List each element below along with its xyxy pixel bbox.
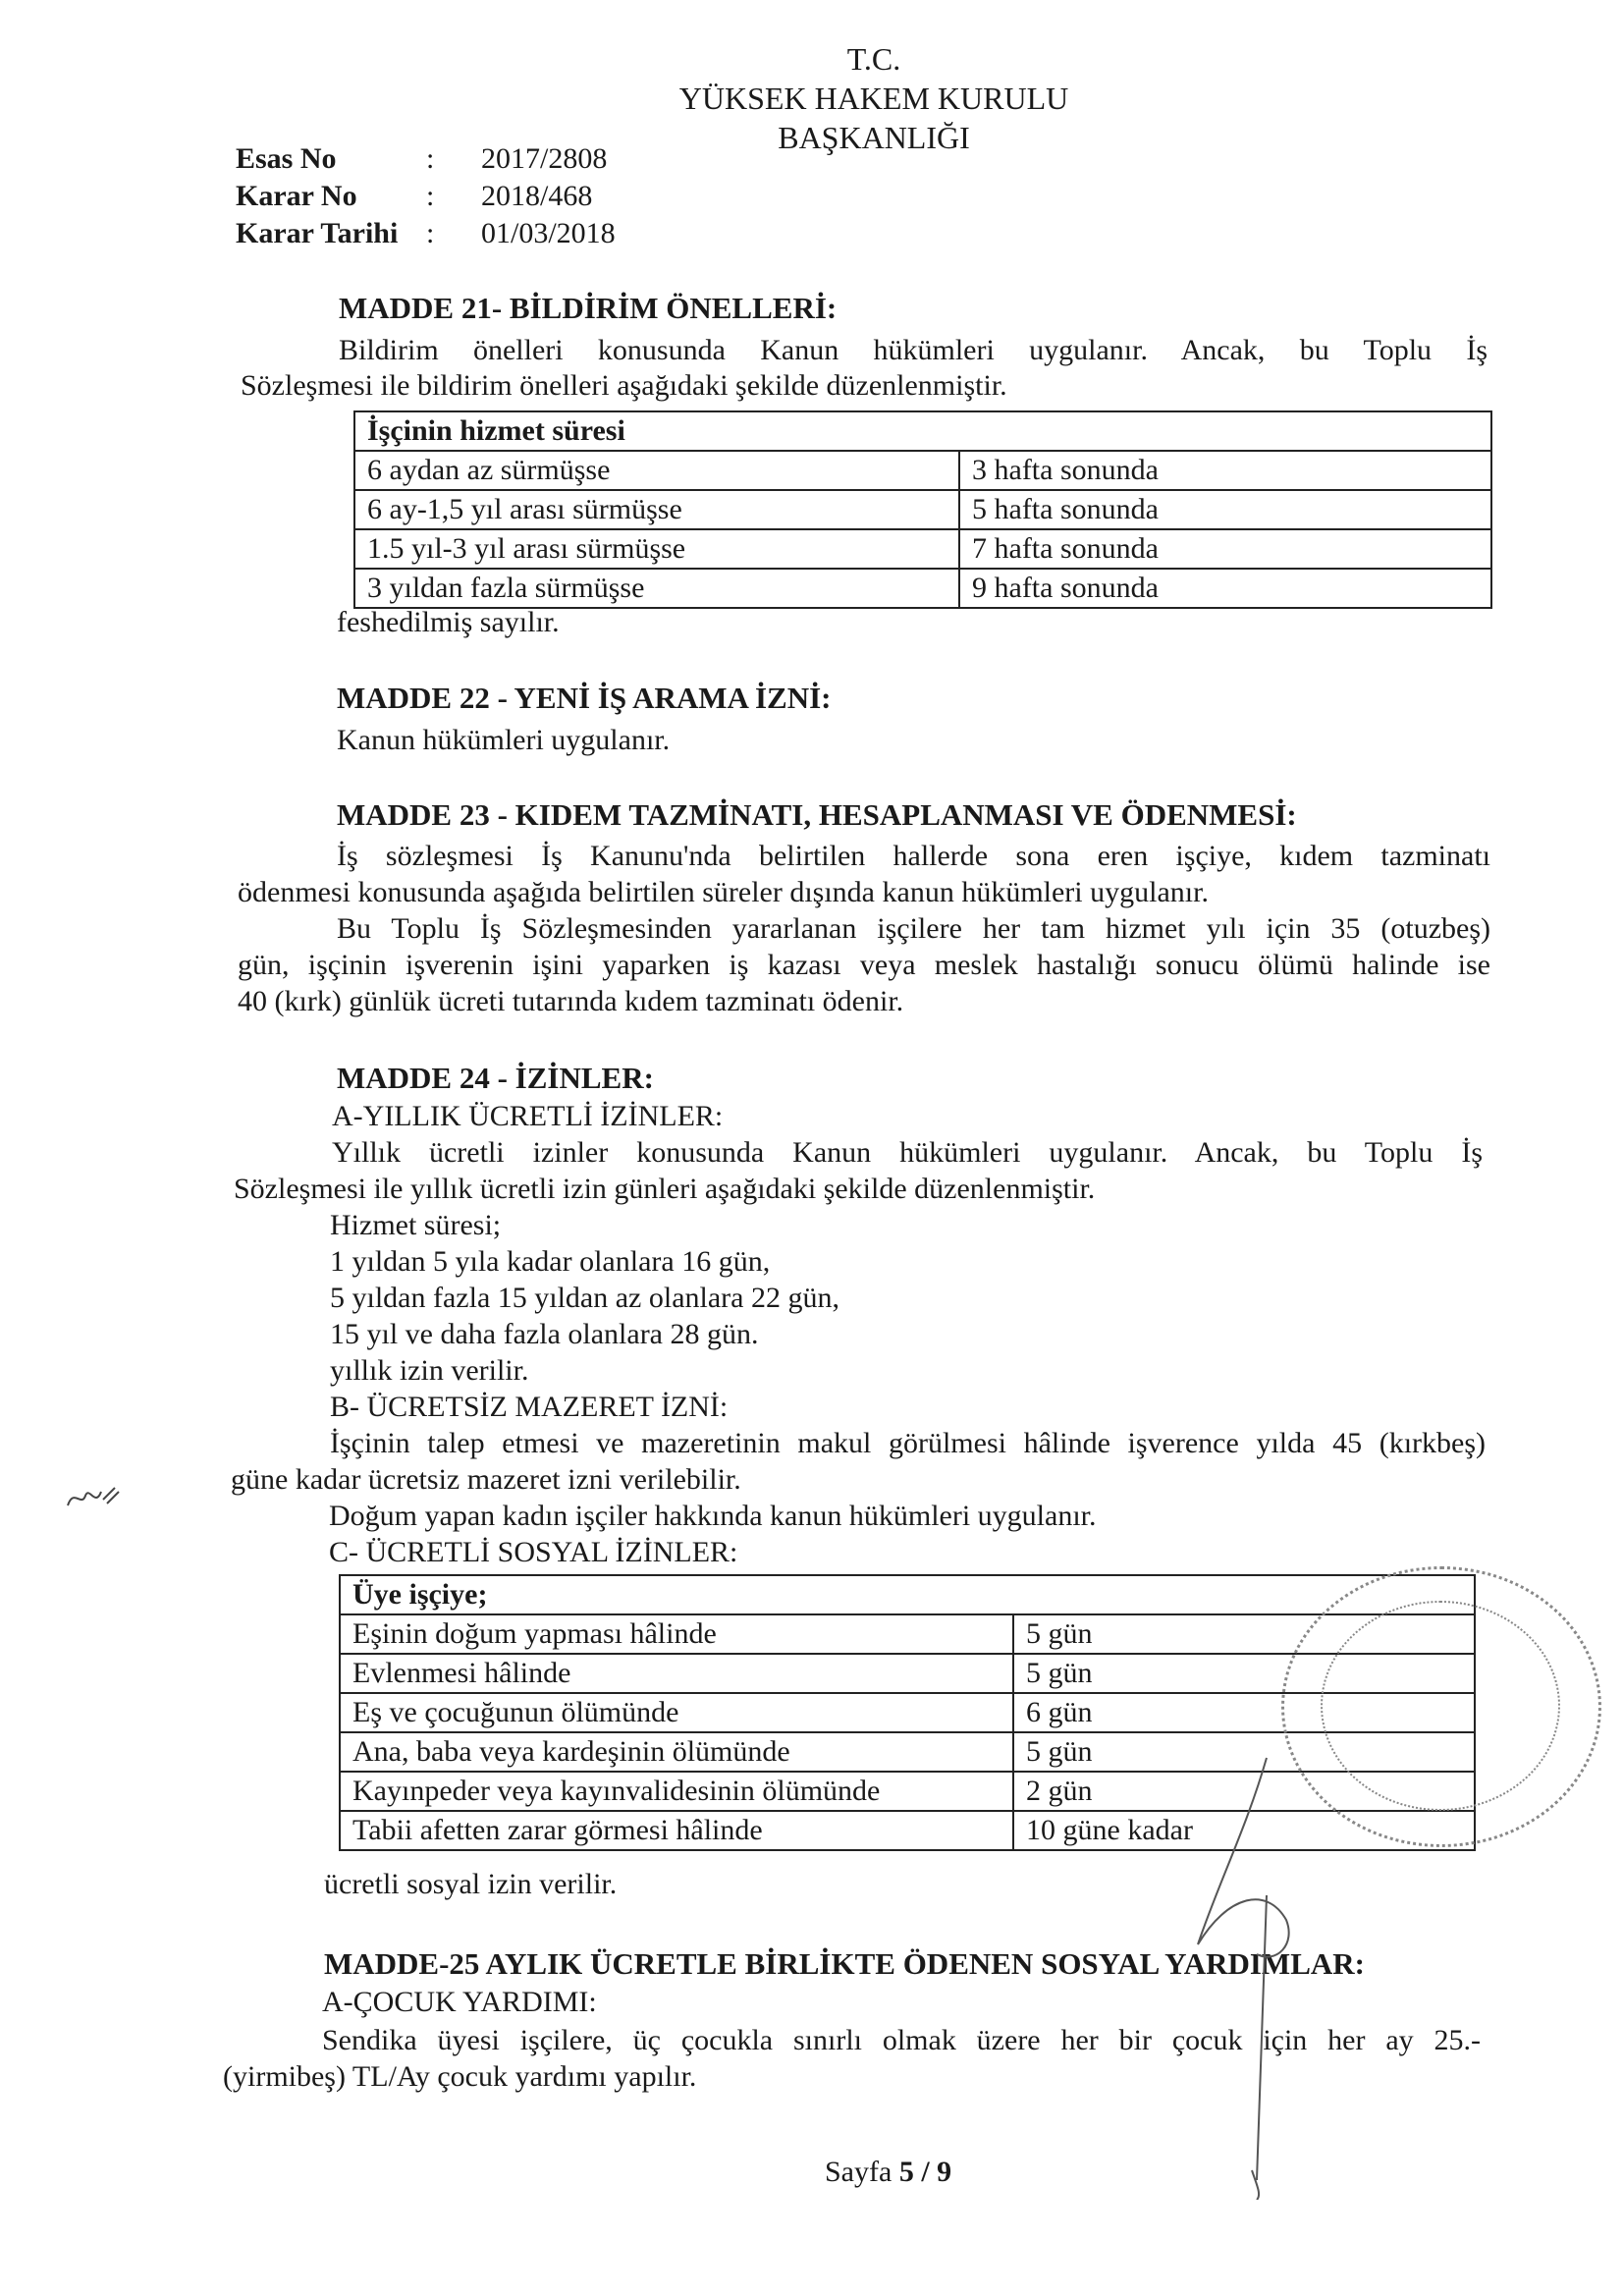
madde-23-p2-line-3: 40 (kırk) günlük ücreti tutarında kıdem tazminatı ödenir. [238, 985, 904, 1017]
madde-23-p1-line-1: İş sözleşmesi İş Kanunu'nda belirtilen hallerde sona eren işçiye, kıdem tazminatı [337, 840, 1490, 872]
madde-24-title: MADDE 24 - İZİNLER: [337, 1061, 654, 1095]
notice-period-cell: 5 hafta sonunda [959, 490, 1491, 529]
madde-22-paragraph: Kanun hükümleri uygulanır. [337, 724, 671, 756]
leave-duration-cell: 5 gün [1013, 1732, 1475, 1772]
leave-reason-cell: Ana, baba veya kardeşinin ölümünde [340, 1732, 1013, 1772]
official-stamp-inner-ring [1321, 1601, 1560, 1811]
madde-25-a-title: A-ÇOCUK YARDIMI: [322, 1986, 597, 2018]
signature-mark [1159, 1748, 1335, 2200]
meta-row [236, 178, 622, 215]
service-duration-cell: 1.5 yıl-3 yıl arası sürmüşse [354, 529, 959, 569]
table-header: Üye işçiye; [340, 1575, 1475, 1614]
meta-sep: : [426, 180, 435, 212]
service-duration-cell: 6 aydan az sürmüşse [354, 451, 959, 490]
madde-24-b-p2: Doğum yapan kadın işçiler hakkında kanun hükümleri uygulanır. [329, 1500, 1097, 1532]
madde-25-a-p1-line-1: Sendika üyesi işçilere, üç çocukla sınırlı olmak üzere her bir çocuk için her ay 25.- [322, 2024, 1481, 2056]
service-duration-cell: 3 yıldan fazla sürmüşse [354, 569, 959, 608]
header [628, 39, 1119, 157]
madde-22-title: MADDE 22 - YENİ İŞ ARAMA İZNİ: [337, 681, 832, 715]
madde-21-paragraph-line-2: Sözleşmesi ile bildirim önelleri aşağıdaki şekilde düzenlenmiştir. [241, 369, 1007, 402]
madde-23-p2-line-1: Bu Toplu İş Sözleşmesinden yararlanan işçilere her tam hizmet yılı için 35 (otuzbeş) [337, 912, 1490, 945]
meta-label: Karar No [236, 180, 357, 212]
madde-24-a-line-1: 1 yıldan 5 yıla kadar olanlara 16 gün, [330, 1245, 771, 1278]
notice-period-cell: 3 hafta sonunda [959, 451, 1491, 490]
table-row [354, 490, 1491, 529]
table-row [354, 529, 1491, 569]
madde-21-after: feshedilmiş sayılır. [337, 606, 560, 638]
table-row [354, 451, 1491, 490]
margin-initials-mark [64, 1478, 123, 1517]
meta-value: 2018/468 [481, 180, 593, 212]
madde-24-b-title: B- ÜCRETSİZ MAZERET İZNİ: [330, 1391, 729, 1423]
leave-reason-cell: Kayınpeder veya kayınvalidesinin ölümünde [340, 1772, 1013, 1811]
meta-sep: : [426, 142, 435, 175]
leave-duration-cell: 5 gün [1013, 1614, 1475, 1654]
page-number [825, 2156, 951, 2189]
table-row [354, 569, 1491, 608]
madde-24-a-p1-line-1: Yıllık ücretli izinler konusunda Kanun hükümleri uygulanır. Ancak, bu Toplu İş [332, 1136, 1483, 1169]
leave-duration-cell: 6 gün [1013, 1693, 1475, 1732]
case-meta [236, 140, 622, 252]
meta-sep: : [426, 217, 435, 249]
meta-value: 01/03/2018 [481, 217, 616, 249]
madde-24-a-p1-line-2: Sözleşmesi ile yıllık ücretli izin günleri aşağıdaki şekilde düzenlenmiştir. [234, 1173, 1096, 1205]
madde-24-a-title: A-YILLIK ÜCRETLİ İZİNLER: [332, 1100, 724, 1132]
header-line-2: YÜKSEK HAKEM KURULU [678, 81, 1069, 116]
madde-24-a-line-4: yıllık izin verilir. [330, 1354, 529, 1387]
meta-value: 2017/2808 [481, 142, 608, 175]
madde-25-a-p1-line-2: (yirmibeş) TL/Ay çocuk yardımı yapılır. [223, 2060, 697, 2093]
leave-duration-cell: 5 gün [1013, 1654, 1475, 1693]
leave-reason-cell: Tabii afetten zarar görmesi hâlinde [340, 1811, 1013, 1850]
madde-24-c-after: ücretli sosyal izin verilir. [324, 1868, 618, 1900]
madde-23-p2-line-2: gün, işçinin işverenin işini yaparken iş kazası veya meslek hastalığı sonucu ölümü halinde ise [238, 949, 1490, 981]
madde-25-title: MADDE-25 AYLIK ÜCRETLE BİRLİKTE ÖDENEN SOSYAL YARDIMLAR: [324, 1946, 1365, 1981]
leave-reason-cell: Eşinin doğum yapması hâlinde [340, 1614, 1013, 1654]
meta-label: Karar Tarihi [236, 217, 399, 249]
leave-reason-cell: Evlenmesi hâlinde [340, 1654, 1013, 1693]
madde-21-paragraph-line-1: Bildirim önelleri konusunda Kanun hükümleri uygulanır. Ancak, bu Toplu İş [339, 334, 1488, 366]
notice-period-cell: 9 hafta sonunda [959, 569, 1491, 608]
header-line-3: BAŞKANLIĞI [778, 120, 970, 155]
madde-21-title: MADDE 21- BİLDİRİM ÖNELLERİ: [339, 291, 838, 325]
leave-reason-cell: Eş ve çocuğunun ölümünde [340, 1693, 1013, 1732]
meta-label: Esas No [236, 142, 337, 175]
page-number-value: 5 / 9 [898, 2156, 952, 2188]
notice-period-table [353, 410, 1492, 609]
madde-24-c-title: C- ÜCRETLİ SOSYAL İZİNLER: [329, 1536, 738, 1568]
table-header: İşçinin hizmet süresi [354, 411, 1491, 451]
madde-23-title: MADDE 23 - KIDEM TAZMİNATI, HESAPLANMASI VE ÖDENMESİ: [337, 797, 1297, 832]
leave-duration-cell: 2 gün [1013, 1772, 1475, 1811]
page-number-prefix: Sayfa [825, 2156, 899, 2188]
madde-24-a-line-2: 5 yıldan fazla 15 yıldan az olanlara 22 gün, [330, 1282, 839, 1314]
header-line-1: T.C. [846, 41, 901, 77]
madde-23-p1-line-2: ödenmesi konusunda aşağıda belirtilen süreler dışında kanun hükümleri uygulanır. [238, 876, 1209, 908]
leave-duration-cell: 10 güne kadar [1013, 1811, 1475, 1850]
meta-row [236, 140, 622, 178]
notice-period-cell: 7 hafta sonunda [959, 529, 1491, 569]
service-duration-cell: 6 ay-1,5 yıl arası sürmüşse [354, 490, 959, 529]
madde-24-a-line-3: 15 yıl ve daha fazla olanlara 28 gün. [330, 1318, 759, 1350]
madde-24-b-p1-line-1: İşçinin talep etmesi ve mazeretinin makul görülmesi hâlinde işverence yılda 45 (kırkbeş) [330, 1427, 1486, 1459]
meta-row [236, 215, 622, 252]
madde-24-b-p1-line-2: güne kadar ücretsiz mazeret izni verilebilir. [231, 1463, 741, 1496]
madde-24-a-line-hizmet: Hizmet süresi; [330, 1209, 502, 1241]
